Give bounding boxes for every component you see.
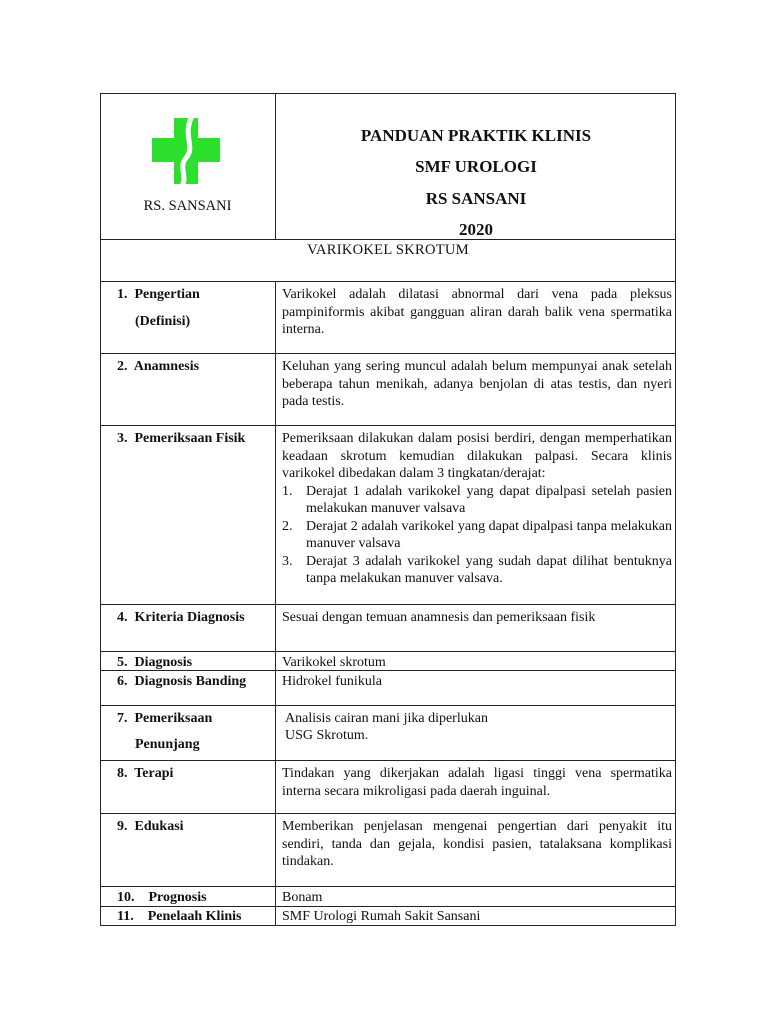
row-label-edukasi: 9. Edukasi	[117, 819, 184, 834]
severity-grade-list	[282, 483, 672, 588]
row-divider	[100, 281, 676, 282]
row-content-pemeriksaan-fisik	[282, 430, 672, 588]
row-content-pengertian: Varikokel adalah dilatasi abnormal dari vena pada pleksus pampiniformis akibat gangguan aliran darah balik vena spermatika interna.	[282, 287, 672, 337]
column-divider	[275, 281, 276, 926]
list-item-text: Derajat 2 adalah varikokel yang dapat dipalpasi tanpa melakukan manuver valsava	[306, 518, 672, 551]
row-content-anamnesis: Keluhan yang sering muncul adalah belum mempunyai anak setelah beberapa tahun menikah, adanya benjolan di atas testis, dan nyeri pada testis.	[282, 359, 672, 409]
row-divider	[100, 760, 676, 761]
row-content-penunjang-line-1: Analisis cairan mani jika diperlukan	[285, 711, 488, 726]
hospital-logo	[152, 118, 220, 184]
row-content-terapi: Tindakan yang dikerjakan adalah ligasi tinggi vena spermatika interna secara mikroligasi pada daerah inguinal.	[282, 766, 672, 799]
row-label-penunjang: Penunjang	[135, 737, 200, 752]
row-label-pemeriksaan: 7. Pemeriksaan	[117, 711, 213, 726]
row-content-kriteria-diagnosis: Sesuai dengan temuan anamnesis dan pemeriksaan fisik	[282, 610, 596, 625]
table-border-left	[100, 93, 101, 926]
list-item	[282, 518, 672, 553]
list-item-number: 2.	[282, 518, 293, 534]
table-border-right	[675, 93, 676, 926]
header-title-line-2: SMF UROLOGI	[415, 157, 537, 176]
row-label-kriteria-diagnosis: 4. Kriteria Diagnosis	[117, 610, 245, 625]
row-label-terapi: 8. Terapi	[117, 766, 174, 781]
row-content-prognosis: Bonam	[282, 890, 323, 905]
row-content-penelaah-klinis: SMF Urologi Rumah Sakit Sansani	[282, 909, 481, 924]
row-label-definisi: (Definisi)	[135, 314, 191, 329]
row-label-diagnosis: 5. Diagnosis	[117, 655, 193, 670]
row-content-edukasi: Memberikan penjelasan mengenai pengertian dari penyakit itu sendiri, tanda dan gejala, kondisi pasien, tatalaksana komplikasi tindakan.	[282, 819, 672, 869]
row-label-anamnesis: 2. Anamnesis	[117, 359, 200, 374]
list-item-text: Derajat 1 adalah varikokel yang dapat dipalpasi setelah pasien melakukan manuver valsava	[306, 483, 672, 516]
header-title-line-3: RS SANSANI	[425, 189, 527, 208]
row-divider	[100, 651, 676, 652]
row-divider	[100, 886, 676, 887]
row-divider	[100, 353, 676, 354]
header-title-line-4: 2020	[459, 220, 493, 239]
list-item	[282, 483, 672, 518]
row-divider	[100, 425, 676, 426]
row-divider	[100, 604, 676, 605]
exam-intro-text: Pemeriksaan dilakukan dalam posisi berdiri, dengan memperhatikan keadaan skrotum kemudian dilakukan palpasi. Secara klinis varikokel dibedakan dalam 3 tingkatan/derajat:	[282, 431, 672, 481]
hospital-name: RS. SANSANI	[143, 198, 232, 214]
row-label-pengertian: 1. Pengertian	[117, 287, 200, 302]
row-label-diagnosis-banding: 6. Diagnosis Banding	[117, 674, 247, 689]
list-item-number: 1.	[282, 483, 293, 499]
list-item-text: Derajat 3 adalah varikokel yang sudah dapat dilihat bentuknya tanpa melakukan manuver valsava.	[306, 553, 672, 586]
row-content-diagnosis: Varikokel skrotum	[282, 655, 386, 670]
row-divider	[100, 813, 676, 814]
row-content-diagnosis-banding: Hidrokel funikula	[282, 674, 382, 689]
cross-logo-icon	[152, 118, 220, 184]
table-border-top	[100, 93, 676, 94]
list-item-number: 3.	[282, 553, 293, 569]
header-title-line-1: PANDUAN PRAKTIK KLINIS	[360, 126, 592, 145]
row-label-prognosis: 10. Prognosis	[117, 890, 207, 905]
row-content-penunjang-line-2: USG Skrotum.	[285, 728, 369, 743]
row-label-pemeriksaan-fisik: 3. Pemeriksaan Fisik	[117, 431, 246, 446]
topic-title: VARIKOKEL SKROTUM	[307, 242, 469, 258]
row-label-penelaah-klinis: 11. Penelaah Klinis	[117, 909, 242, 924]
row-divider	[100, 705, 676, 706]
list-item	[282, 553, 672, 588]
